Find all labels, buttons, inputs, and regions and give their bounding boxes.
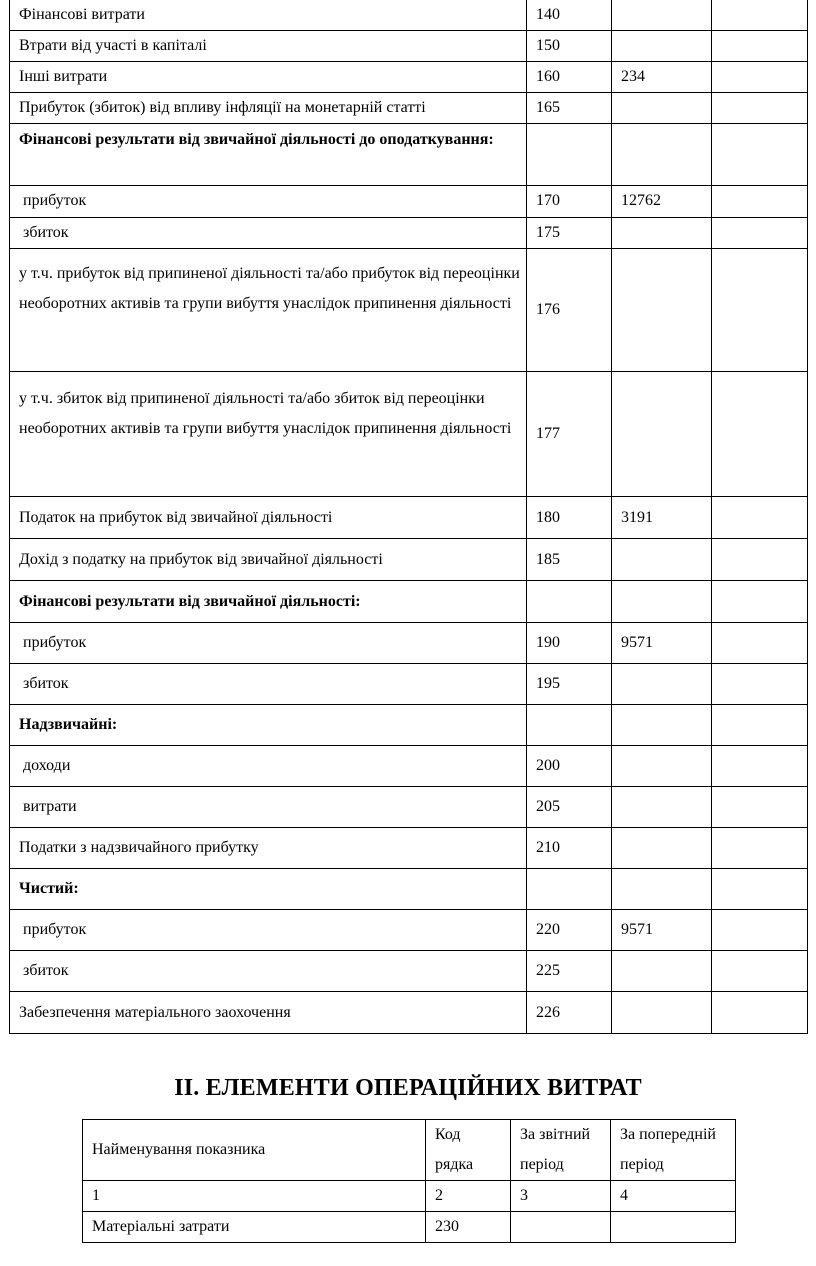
row-previous	[712, 124, 808, 186]
financial-results-table	[9, 0, 808, 1034]
row-current	[612, 218, 712, 249]
row-current: 9571	[612, 623, 712, 664]
numbering-row	[83, 1181, 736, 1212]
row-label: Матеріальні затрати	[83, 1212, 426, 1243]
row-current: 3191	[612, 497, 712, 539]
row-code: 177	[527, 372, 612, 497]
row-current	[612, 869, 712, 910]
row-previous	[712, 62, 808, 93]
row-code: 150	[527, 31, 612, 62]
row-previous	[611, 1212, 736, 1243]
row-code: 175	[527, 218, 612, 249]
table-row	[10, 62, 808, 93]
header-previous-line2: період	[620, 1156, 664, 1173]
header-previous-line1: За попередній	[620, 1126, 716, 1143]
row-current	[612, 664, 712, 705]
header-row	[83, 1120, 736, 1181]
row-previous	[712, 0, 808, 31]
row-code: 165	[527, 93, 612, 124]
row-label: Втрати від участі в капіталі	[10, 31, 527, 62]
table-row	[10, 910, 808, 951]
row-code	[527, 705, 612, 746]
section-title: ІІ. ЕЛЕМЕНТИ ОПЕРАЦІЙНИХ ВИТРАТ	[174, 1075, 642, 1101]
row-label: Надзвичайні:	[10, 705, 527, 746]
column-number: 4	[611, 1181, 736, 1212]
table-row	[10, 93, 808, 124]
row-previous	[712, 249, 808, 372]
row-code: 140	[527, 0, 612, 31]
row-previous	[712, 705, 808, 746]
table-row	[10, 0, 808, 31]
row-current	[612, 31, 712, 62]
row-previous	[712, 31, 808, 62]
operating-expenses-table	[82, 1119, 736, 1243]
table-row	[10, 746, 808, 787]
row-current	[612, 372, 712, 497]
row-label: Фінансові результати від звичайної діяльності:	[10, 581, 527, 623]
table-row	[10, 218, 808, 249]
row-label: прибуток	[10, 623, 527, 664]
row-code	[527, 124, 612, 186]
row-current: 9571	[612, 910, 712, 951]
row-label: Податок на прибуток від звичайної діяльності	[10, 497, 527, 539]
row-previous	[712, 186, 808, 218]
row-current	[612, 746, 712, 787]
row-label: Фінансові витрати	[10, 0, 527, 31]
row-label: Прибуток (збиток) від впливу інфляції на монетарній статті	[10, 93, 527, 124]
table-row	[10, 31, 808, 62]
table-row	[10, 497, 808, 539]
row-previous	[712, 787, 808, 828]
row-label: Інші витрати	[10, 62, 527, 93]
table-row	[10, 705, 808, 746]
row-code: 195	[527, 664, 612, 705]
row-label: Податки з надзвичайного прибутку	[10, 828, 527, 869]
row-code	[527, 869, 612, 910]
row-code: 205	[527, 787, 612, 828]
table-row	[10, 992, 808, 1034]
table-row	[10, 828, 808, 869]
header-previous	[611, 1120, 736, 1181]
row-label: Фінансові результати від звичайної діяльності до оподаткування:	[10, 124, 527, 186]
header-code-line1: Код	[435, 1126, 461, 1143]
row-current	[612, 787, 712, 828]
row-code: 225	[527, 951, 612, 992]
row-previous	[712, 951, 808, 992]
row-label: Забезпечення матеріального заохочення	[10, 992, 527, 1034]
row-previous	[712, 93, 808, 124]
table-row	[10, 539, 808, 581]
row-previous	[712, 581, 808, 623]
row-code: 185	[527, 539, 612, 581]
row-previous	[712, 828, 808, 869]
row-current	[612, 124, 712, 186]
row-label: витрати	[10, 787, 527, 828]
row-previous	[712, 910, 808, 951]
row-previous	[712, 218, 808, 249]
row-code: 190	[527, 623, 612, 664]
row-previous	[712, 746, 808, 787]
row-label: у т.ч. збиток від припиненої діяльності та/або збиток від переоцінки необоротних активів та групи вибуття унаслідок припинення діяльності	[10, 372, 527, 497]
row-label: прибуток	[10, 910, 527, 951]
row-code: 170	[527, 186, 612, 218]
header-name: Найменування показника	[83, 1120, 426, 1181]
row-label: збиток	[10, 664, 527, 705]
row-label: прибуток	[10, 186, 527, 218]
table-row	[10, 581, 808, 623]
row-code: 230	[426, 1212, 511, 1243]
row-label: збиток	[10, 218, 527, 249]
column-number: 2	[426, 1181, 511, 1212]
row-code: 210	[527, 828, 612, 869]
row-previous	[712, 539, 808, 581]
row-label: у т.ч. прибуток від припиненої діяльності та/або прибуток від переоцінки необоротних активів та групи вибуття унаслідок припинення діяльності	[10, 249, 527, 372]
row-current	[612, 249, 712, 372]
row-label: Дохід з податку на прибуток від звичайної діяльності	[10, 539, 527, 581]
row-current	[612, 539, 712, 581]
table-row	[10, 869, 808, 910]
row-code: 220	[527, 910, 612, 951]
table-row	[10, 249, 808, 372]
table-row	[83, 1212, 736, 1243]
table-row	[10, 664, 808, 705]
row-current	[612, 0, 712, 31]
row-code: 226	[527, 992, 612, 1034]
row-code	[527, 581, 612, 623]
row-current: 12762	[612, 186, 712, 218]
row-current	[612, 828, 712, 869]
table-row	[10, 124, 808, 186]
row-previous	[712, 992, 808, 1034]
table-row	[10, 186, 808, 218]
row-current	[612, 992, 712, 1034]
table-row	[10, 372, 808, 497]
row-label: Чистий:	[10, 869, 527, 910]
row-current	[612, 951, 712, 992]
header-current	[511, 1120, 611, 1181]
row-previous	[712, 623, 808, 664]
column-number: 1	[83, 1181, 426, 1212]
header-code-line2: рядка	[435, 1156, 474, 1173]
row-current	[511, 1212, 611, 1243]
column-number: 3	[511, 1181, 611, 1212]
row-label: збиток	[10, 951, 527, 992]
table-row	[10, 623, 808, 664]
row-current	[612, 581, 712, 623]
row-label: доходи	[10, 746, 527, 787]
table-row	[10, 787, 808, 828]
row-current: 234	[612, 62, 712, 93]
row-current	[612, 705, 712, 746]
row-current	[612, 93, 712, 124]
row-code: 200	[527, 746, 612, 787]
row-previous	[712, 664, 808, 705]
row-code: 180	[527, 497, 612, 539]
row-code: 160	[527, 62, 612, 93]
header-current-line2: період	[520, 1156, 564, 1173]
header-code	[426, 1120, 511, 1181]
row-code: 176	[527, 249, 612, 372]
table-row	[10, 951, 808, 992]
row-previous	[712, 372, 808, 497]
row-previous	[712, 497, 808, 539]
row-previous	[712, 869, 808, 910]
header-current-line1: За звітний	[520, 1126, 591, 1143]
